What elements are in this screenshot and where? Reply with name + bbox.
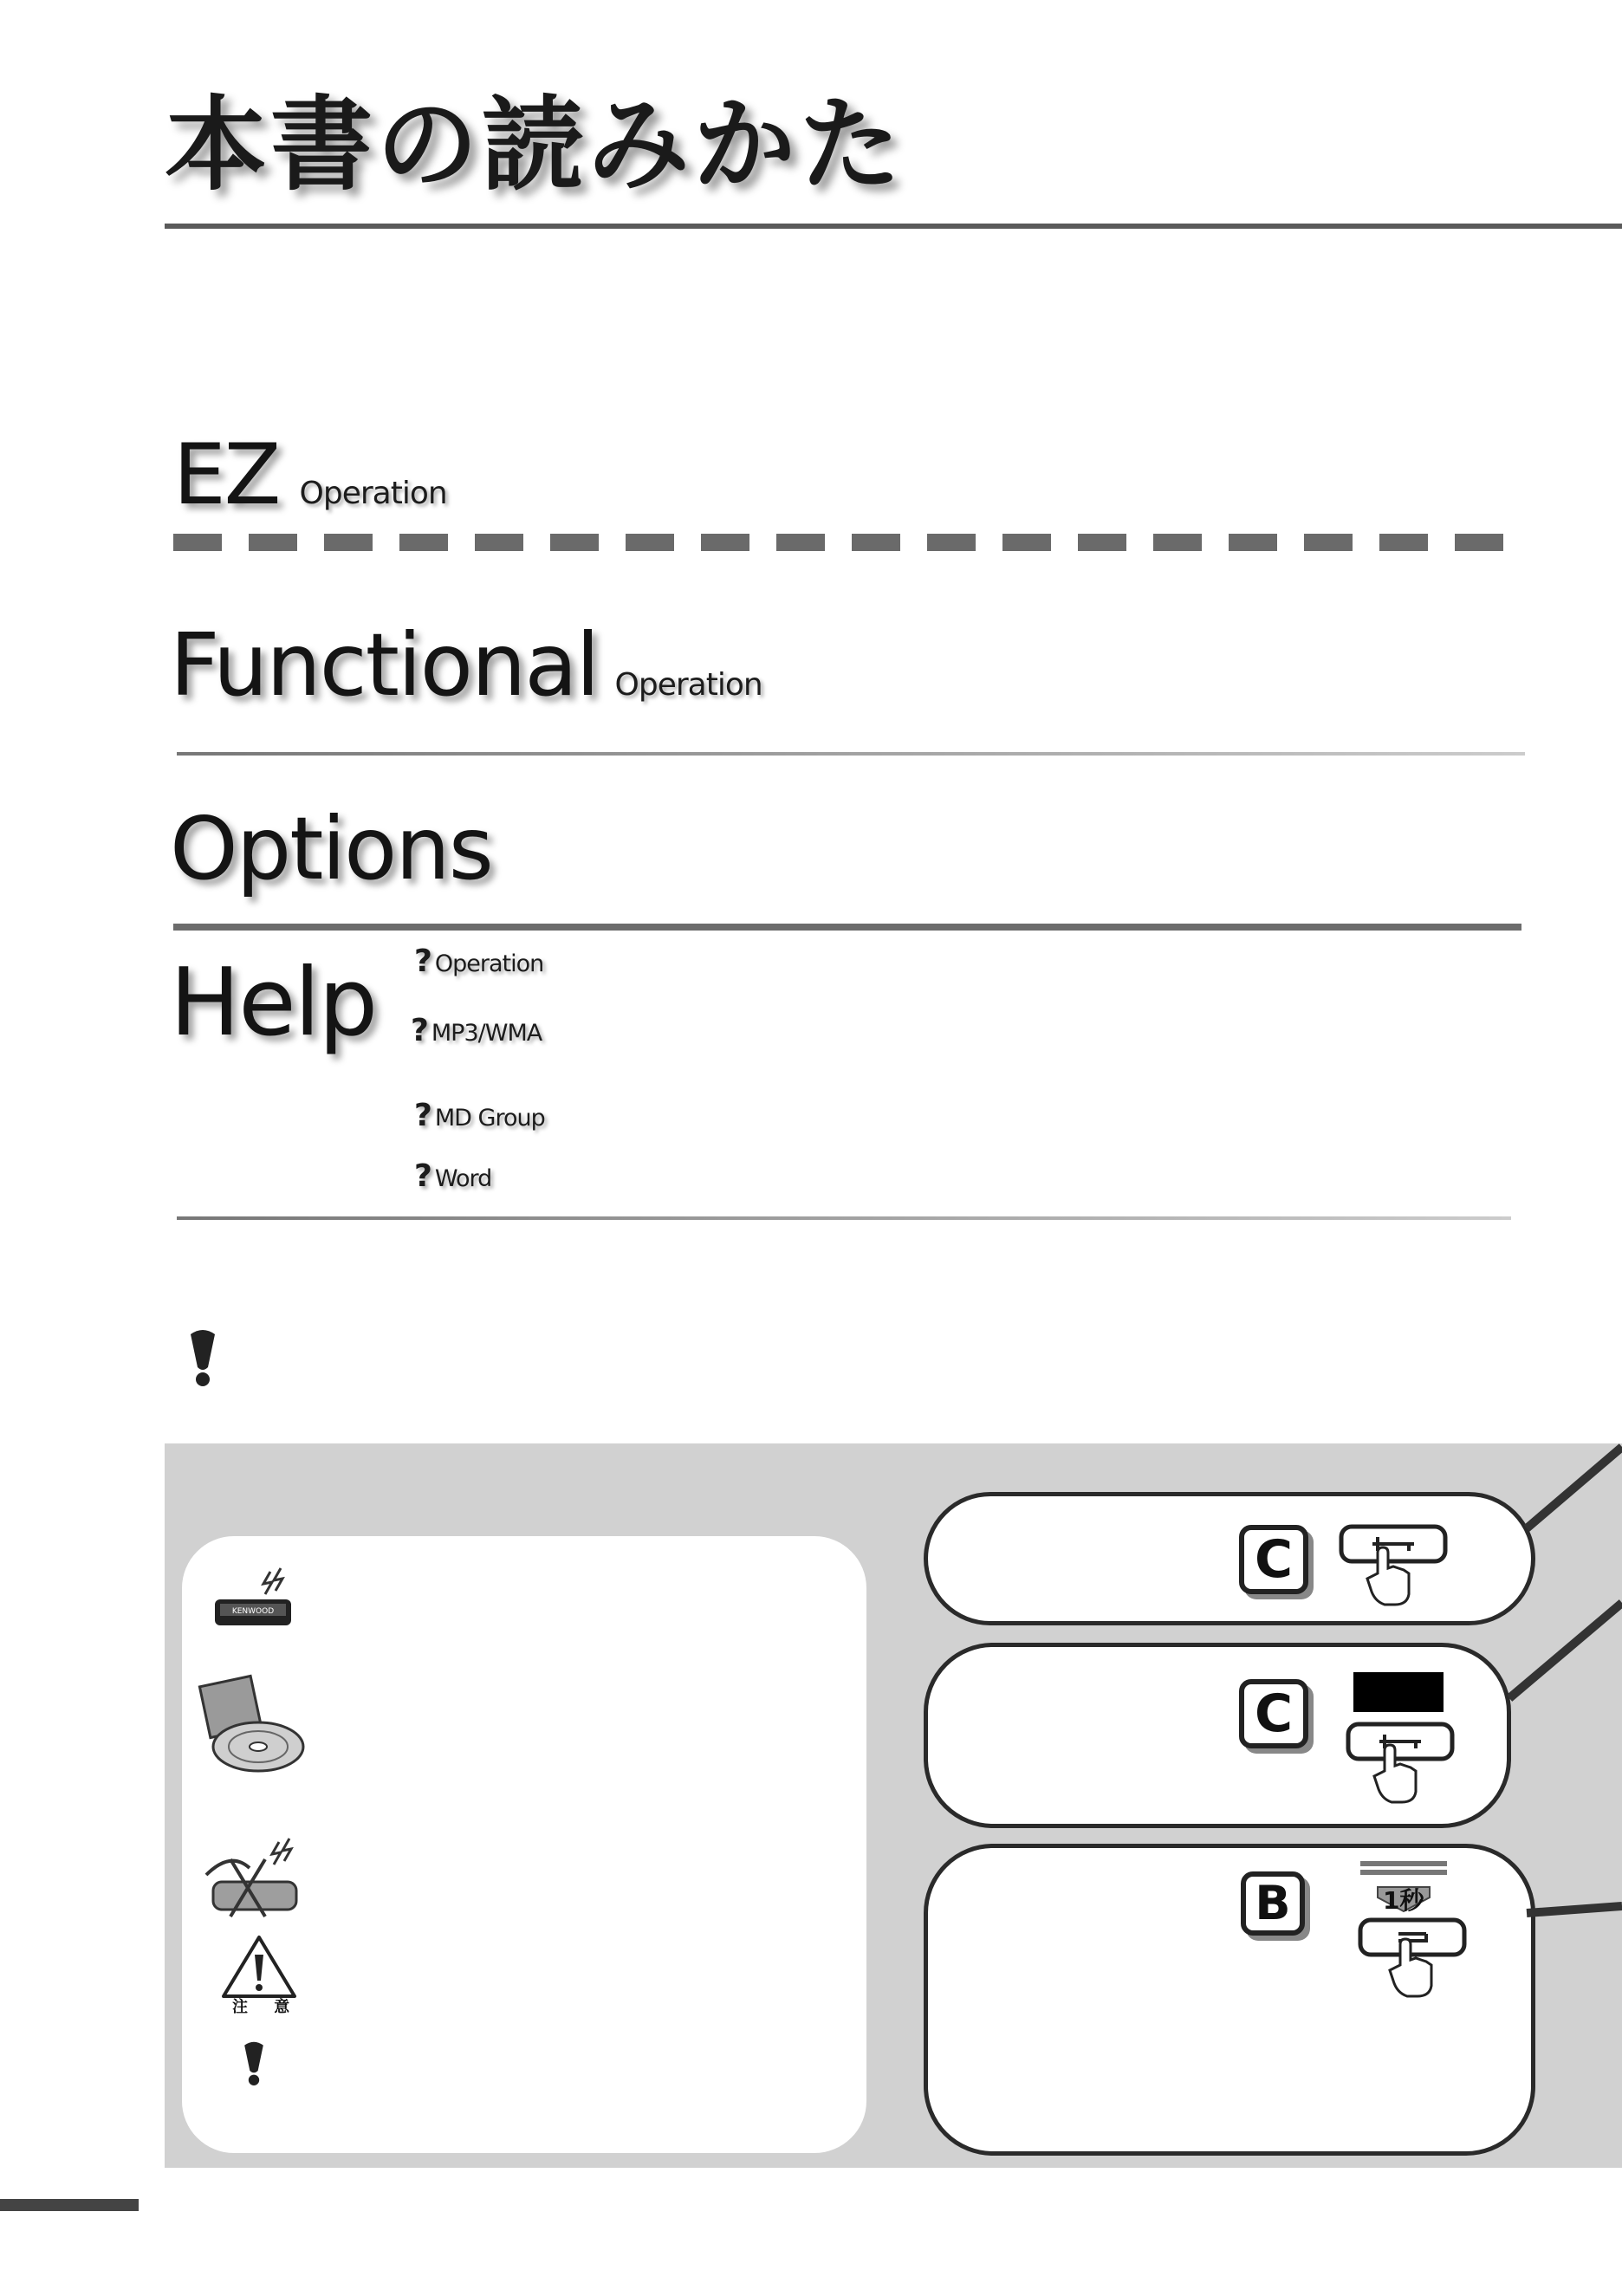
- help-item-operation: ? Operation: [414, 944, 544, 979]
- section-ez-main: EZ: [173, 426, 280, 523]
- section-functional-sub: Operation: [614, 667, 762, 703]
- question-mark-icon: ?: [414, 1158, 431, 1194]
- title-underline: [165, 224, 1622, 229]
- section-ez: [173, 426, 447, 523]
- kenwood-logo-text: KENWOOD: [231, 1607, 275, 1616]
- key-letter-badge-b: B: [1241, 1871, 1305, 1936]
- help-item-word: ? Word: [414, 1158, 492, 1194]
- functional-divider: [177, 752, 1525, 756]
- note-exclamation-icon: [184, 1329, 222, 1390]
- display-black-box: [1353, 1672, 1444, 1712]
- press-button-icon-2: [1345, 1719, 1457, 1813]
- question-mark-icon: ?: [411, 1013, 428, 1048]
- section-options: Options: [170, 798, 492, 899]
- press-button-icon-1: [1338, 1521, 1450, 1612]
- help-item-mp3wma: ? MP3/WMA: [411, 1013, 542, 1048]
- question-mark-icon: ?: [414, 944, 431, 979]
- question-mark-icon: ?: [414, 1098, 431, 1133]
- disc-and-file-icon: [196, 1672, 308, 1780]
- hold-duration-label: 1秒: [1383, 1886, 1424, 1915]
- key-letter-badge-c1: C: [1239, 1525, 1308, 1594]
- key-letter-badge-c2: C: [1239, 1679, 1308, 1748]
- connector-lines: [1508, 1438, 1622, 1923]
- hold-button-icon: [1352, 1858, 1473, 2008]
- page-title: 本書の読みかた: [165, 85, 905, 204]
- section-functional-main: Functional: [170, 614, 599, 716]
- no-remote-icon: [196, 1833, 308, 1923]
- section-ez-sub: Operation: [299, 476, 447, 511]
- section-help: Help: [170, 949, 377, 1057]
- remote-control-icon: [208, 1565, 303, 1638]
- help-divider: [177, 1216, 1511, 1220]
- help-item-md-group: ? MD Group: [414, 1098, 545, 1133]
- caution-label: 注 意: [232, 1998, 301, 2016]
- dashed-divider: [173, 534, 1515, 551]
- section-functional: [170, 614, 762, 716]
- options-divider: [173, 924, 1521, 931]
- page-edge-bar: [0, 2199, 139, 2211]
- legend-exclamation-icon: [239, 2038, 269, 2095]
